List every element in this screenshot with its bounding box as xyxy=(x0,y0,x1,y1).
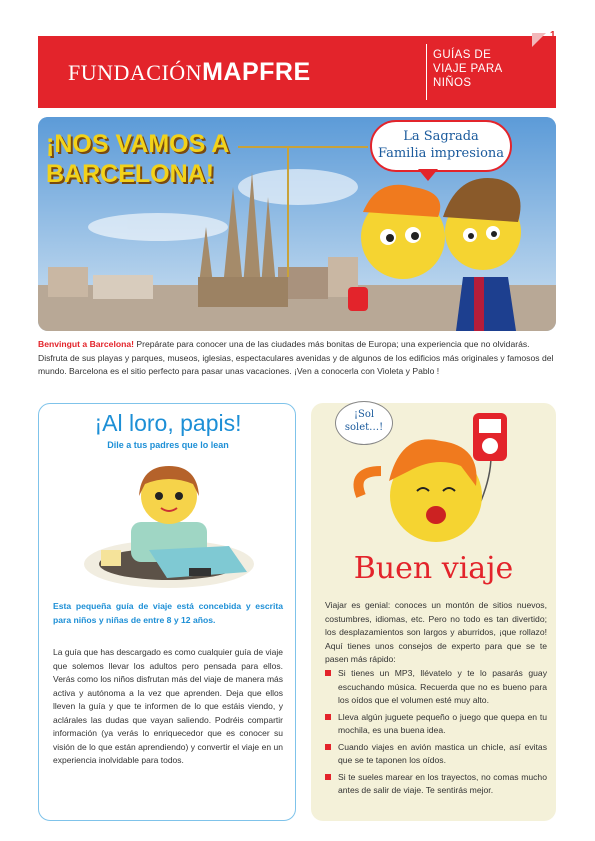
intro-text: Prepárate para conocer una de las ciudades más bonitas de Europa; una experiencia que no olvidarás. Disfruta de sus playas y parques, museos, iglesias, espectaculares avenidas y de algunos de los edificios más originales y famosos del mundo. Barcelona es el sitio perfecto para pasar unas vacaciones. ¡Ven a conocerla con Violeta y Pablo ! xyxy=(38,339,554,376)
travel-tips-list xyxy=(325,667,547,801)
speech-bubble-sagrada xyxy=(370,120,512,172)
speech-bubble-tail xyxy=(418,169,438,181)
header-divider xyxy=(426,44,427,100)
parents-note-lead: Esta pequeña guía de viaje está concebida y escrita para niños y niñas de entre 8 y 12 años. xyxy=(53,601,283,625)
travel-tip-item xyxy=(325,711,547,738)
girl-with-mp3-illustration xyxy=(331,411,541,551)
parents-note-subtitle: Dile a tus padres que lo lean xyxy=(107,440,229,450)
speech-bubble-line1: La Sagrada xyxy=(403,129,479,144)
travel-tip-text: Si te sueles marear en los trayectos, no comas mucho antes de salir de viaje. Te sentirás mejor. xyxy=(338,771,547,795)
speech-bubble-sol-line1: ¡Sol xyxy=(353,409,375,420)
travel-tip-item xyxy=(325,741,547,768)
travel-tips-intro: Viajar es genial: conoces un montón de sitios nuevos, costumbres, idiomas, etc. Pero no todo es tan divertido; los desplazamientos son largos y aburridos, ¡que rollazo! Aquí tienes unos consejos de experto para que se te pasen más rápido: xyxy=(325,600,547,664)
intro-lead: Benvingut a Barcelona! xyxy=(38,339,134,349)
speech-bubble-sol-line2: solet…! xyxy=(344,422,384,433)
bullet-icon xyxy=(325,774,331,780)
travel-tips-title: Buen viaje xyxy=(353,551,514,586)
speech-bubble-line2: Familia impresiona xyxy=(377,146,505,161)
page-number: 1 xyxy=(550,30,556,41)
intro-paragraph xyxy=(38,338,556,379)
travel-tip-text: Cuando viajes en avión mastica un chicle, así evitas que se te taponen los oídos. xyxy=(338,741,547,765)
bullet-icon xyxy=(325,714,331,720)
hero-image xyxy=(38,117,556,331)
parents-note-title: ¡Al loro, papis! xyxy=(94,410,242,436)
bullet-icon xyxy=(325,670,331,676)
brand-name-part2: MAPFRE xyxy=(202,58,311,86)
header-banner xyxy=(38,36,556,108)
series-title-line1: GUÍAS DE xyxy=(433,49,492,61)
brand-logo xyxy=(68,58,311,87)
hero-title-line1: ¡NOS VAMOS A xyxy=(46,130,230,158)
bullet-icon xyxy=(325,744,331,750)
page-corner-fold xyxy=(532,33,546,47)
series-title-line2: VIAJE PARA xyxy=(433,63,503,75)
series-title-line3: NIÑOS xyxy=(433,77,472,89)
travel-tip-text: Lleva algún juguete pequeño o juego que quepa en tu mochila, es una buena idea. xyxy=(338,711,547,735)
travel-tips-box xyxy=(311,403,556,821)
travel-tip-item xyxy=(325,667,547,708)
hero-title xyxy=(46,129,256,189)
hero-title-line2: BARCELONA! xyxy=(46,160,215,188)
girl-reading-illustration xyxy=(79,454,259,592)
parents-note-body: La guía que has descargado es como cualquier guía de viaje que solemos llevar los adultos pero pensada para ellos. Verás como los niños disfrutan más del viaje de manera más activa y autónoma a la vez que aprenden. Deja que ellos lleven la guía y que te informen de lo que estáis viendo, y aclárales las dudas que vayan saliendo. Podréis compartir información (ya verás lo enriquecedor que es conocer su visión de lo que están aprendiendo) y convertir el viaje en un experiencia inolvidable para todos. xyxy=(53,647,283,765)
travel-tip-text: Si tienes un MP3, llévatelo y te lo pasarás guay escuchando música. Recuerda que no es bueno para los oídos que el volumen esté muy alto. xyxy=(338,668,547,705)
series-title xyxy=(433,48,543,90)
travel-tip-item xyxy=(325,771,547,798)
brand-name-part1: FUNDACIÓN xyxy=(68,60,203,85)
parents-note-box xyxy=(38,403,296,821)
